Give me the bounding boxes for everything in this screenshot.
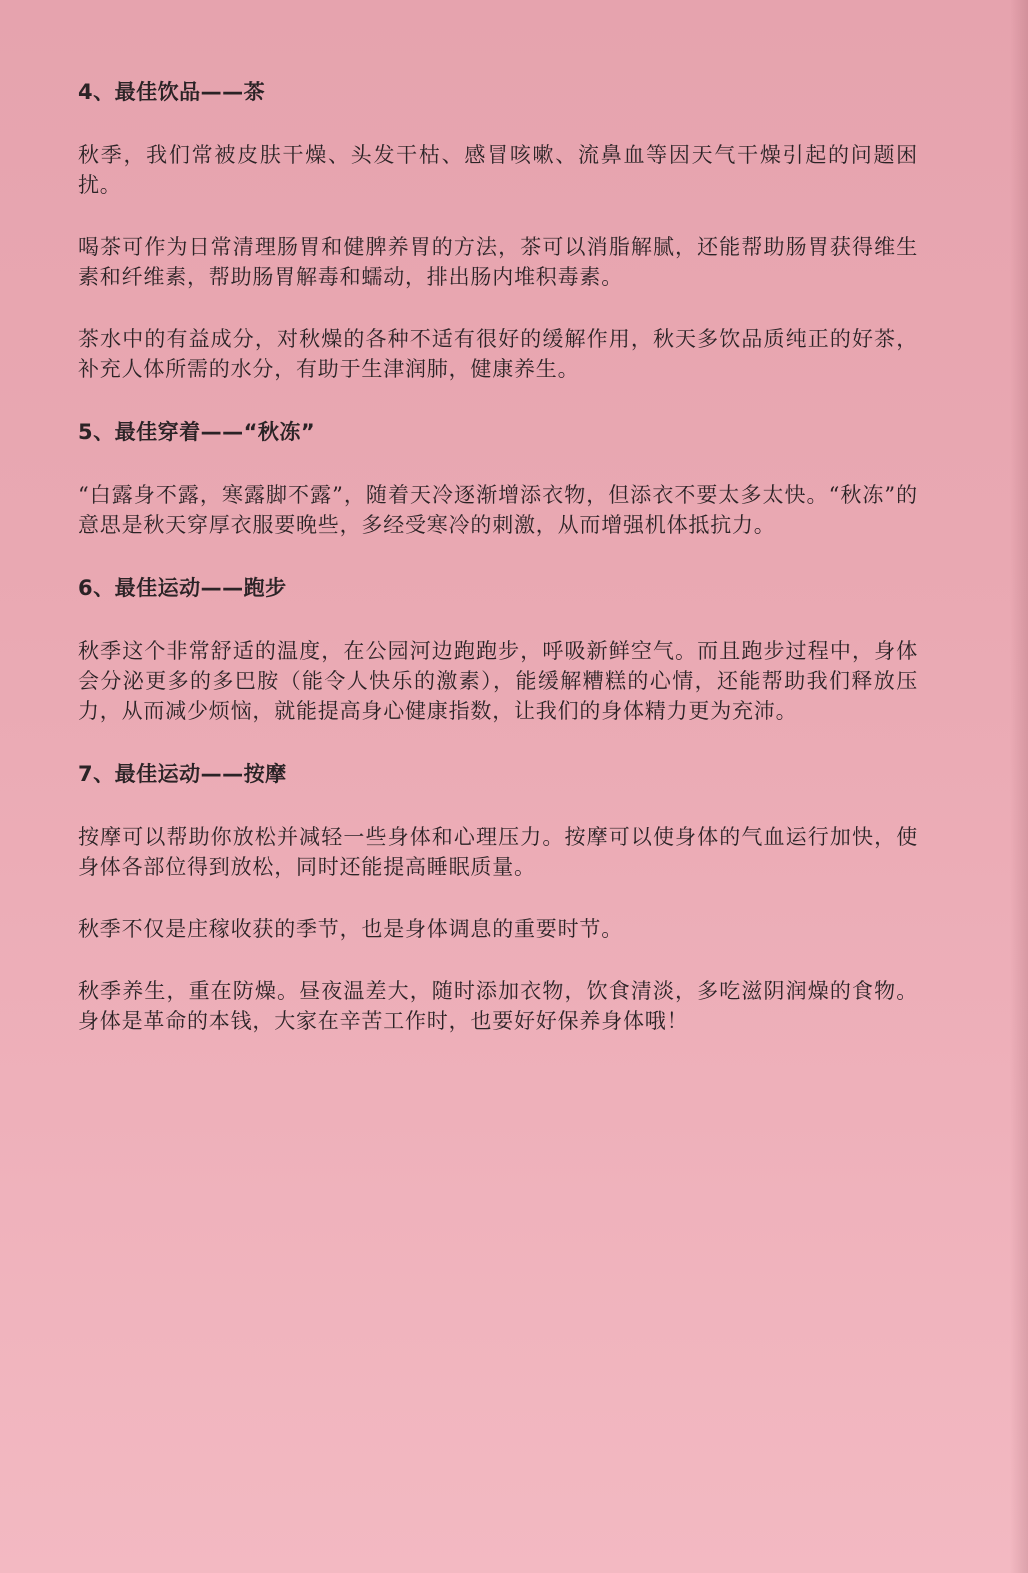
section-clothing xyxy=(78,416,918,540)
paragraph: 喝茶可作为日常清理肠胃和健脾养胃的方法，茶可以消脂解腻，还能帮助肠胃获得维生素和纤维素，帮助肠胃解毒和蠕动，排出肠内堆积毒素。 xyxy=(78,235,918,289)
section-running xyxy=(78,572,918,726)
paragraph: 茶水中的有益成分，对秋燥的各种不适有很好的缓解作用，秋天多饮品质纯正的好茶，补充人体所需的水分，有助于生津润肺，健康养生。 xyxy=(78,327,918,381)
paragraph: 秋季这个非常舒适的温度，在公园河边跑跑步，呼吸新鲜空气。而且跑步过程中，身体会分泌更多的多巴胺（能令人快乐的激素），能缓解糟糕的心情，还能帮助我们释放压力，从而减少烦恼，就能提高身心健康指数，让我们的身体精力更为充沛。 xyxy=(78,639,918,723)
document-body xyxy=(78,72,918,1068)
section-massage xyxy=(78,758,918,1036)
paragraph: 按摩可以帮助你放松并减轻一些身体和心理压力。按摩可以使身体的气血运行加快，使身体各部位得到放松，同时还能提高睡眠质量。 xyxy=(78,825,918,879)
section-heading: 4、最佳饮品——茶 xyxy=(78,80,266,104)
section-heading: 7、最佳运动——按摩 xyxy=(78,762,287,786)
section-tea xyxy=(78,76,918,384)
section-heading: 5、最佳穿着——“秋冻” xyxy=(78,420,316,444)
paragraph: “白露身不露，寒露脚不露”，随着天冷逐渐增添衣物，但添衣不要太多太快。“秋冻”的意思是秋天穿厚衣服要晚些，多经受寒冷的刺激，从而增强机体抵抗力。 xyxy=(78,483,918,537)
paragraph: 秋季不仅是庄稼收获的季节，也是身体调息的重要时节。 xyxy=(78,917,623,941)
section-heading: 6、最佳运动——跑步 xyxy=(78,576,287,600)
paragraph: 秋季，我们常被皮肤干燥、头发干枯、感冒咳嗽、流鼻血等因天气干燥引起的问题困扰。 xyxy=(78,143,918,197)
paragraph: 秋季养生，重在防燥。昼夜温差大，随时添加衣物，饮食清淡，多吃滋阴润燥的食物。身体是革命的本钱，大家在辛苦工作时，也要好好保养身体哦！ xyxy=(78,979,918,1033)
page-edge-shadow xyxy=(1010,0,1028,1573)
